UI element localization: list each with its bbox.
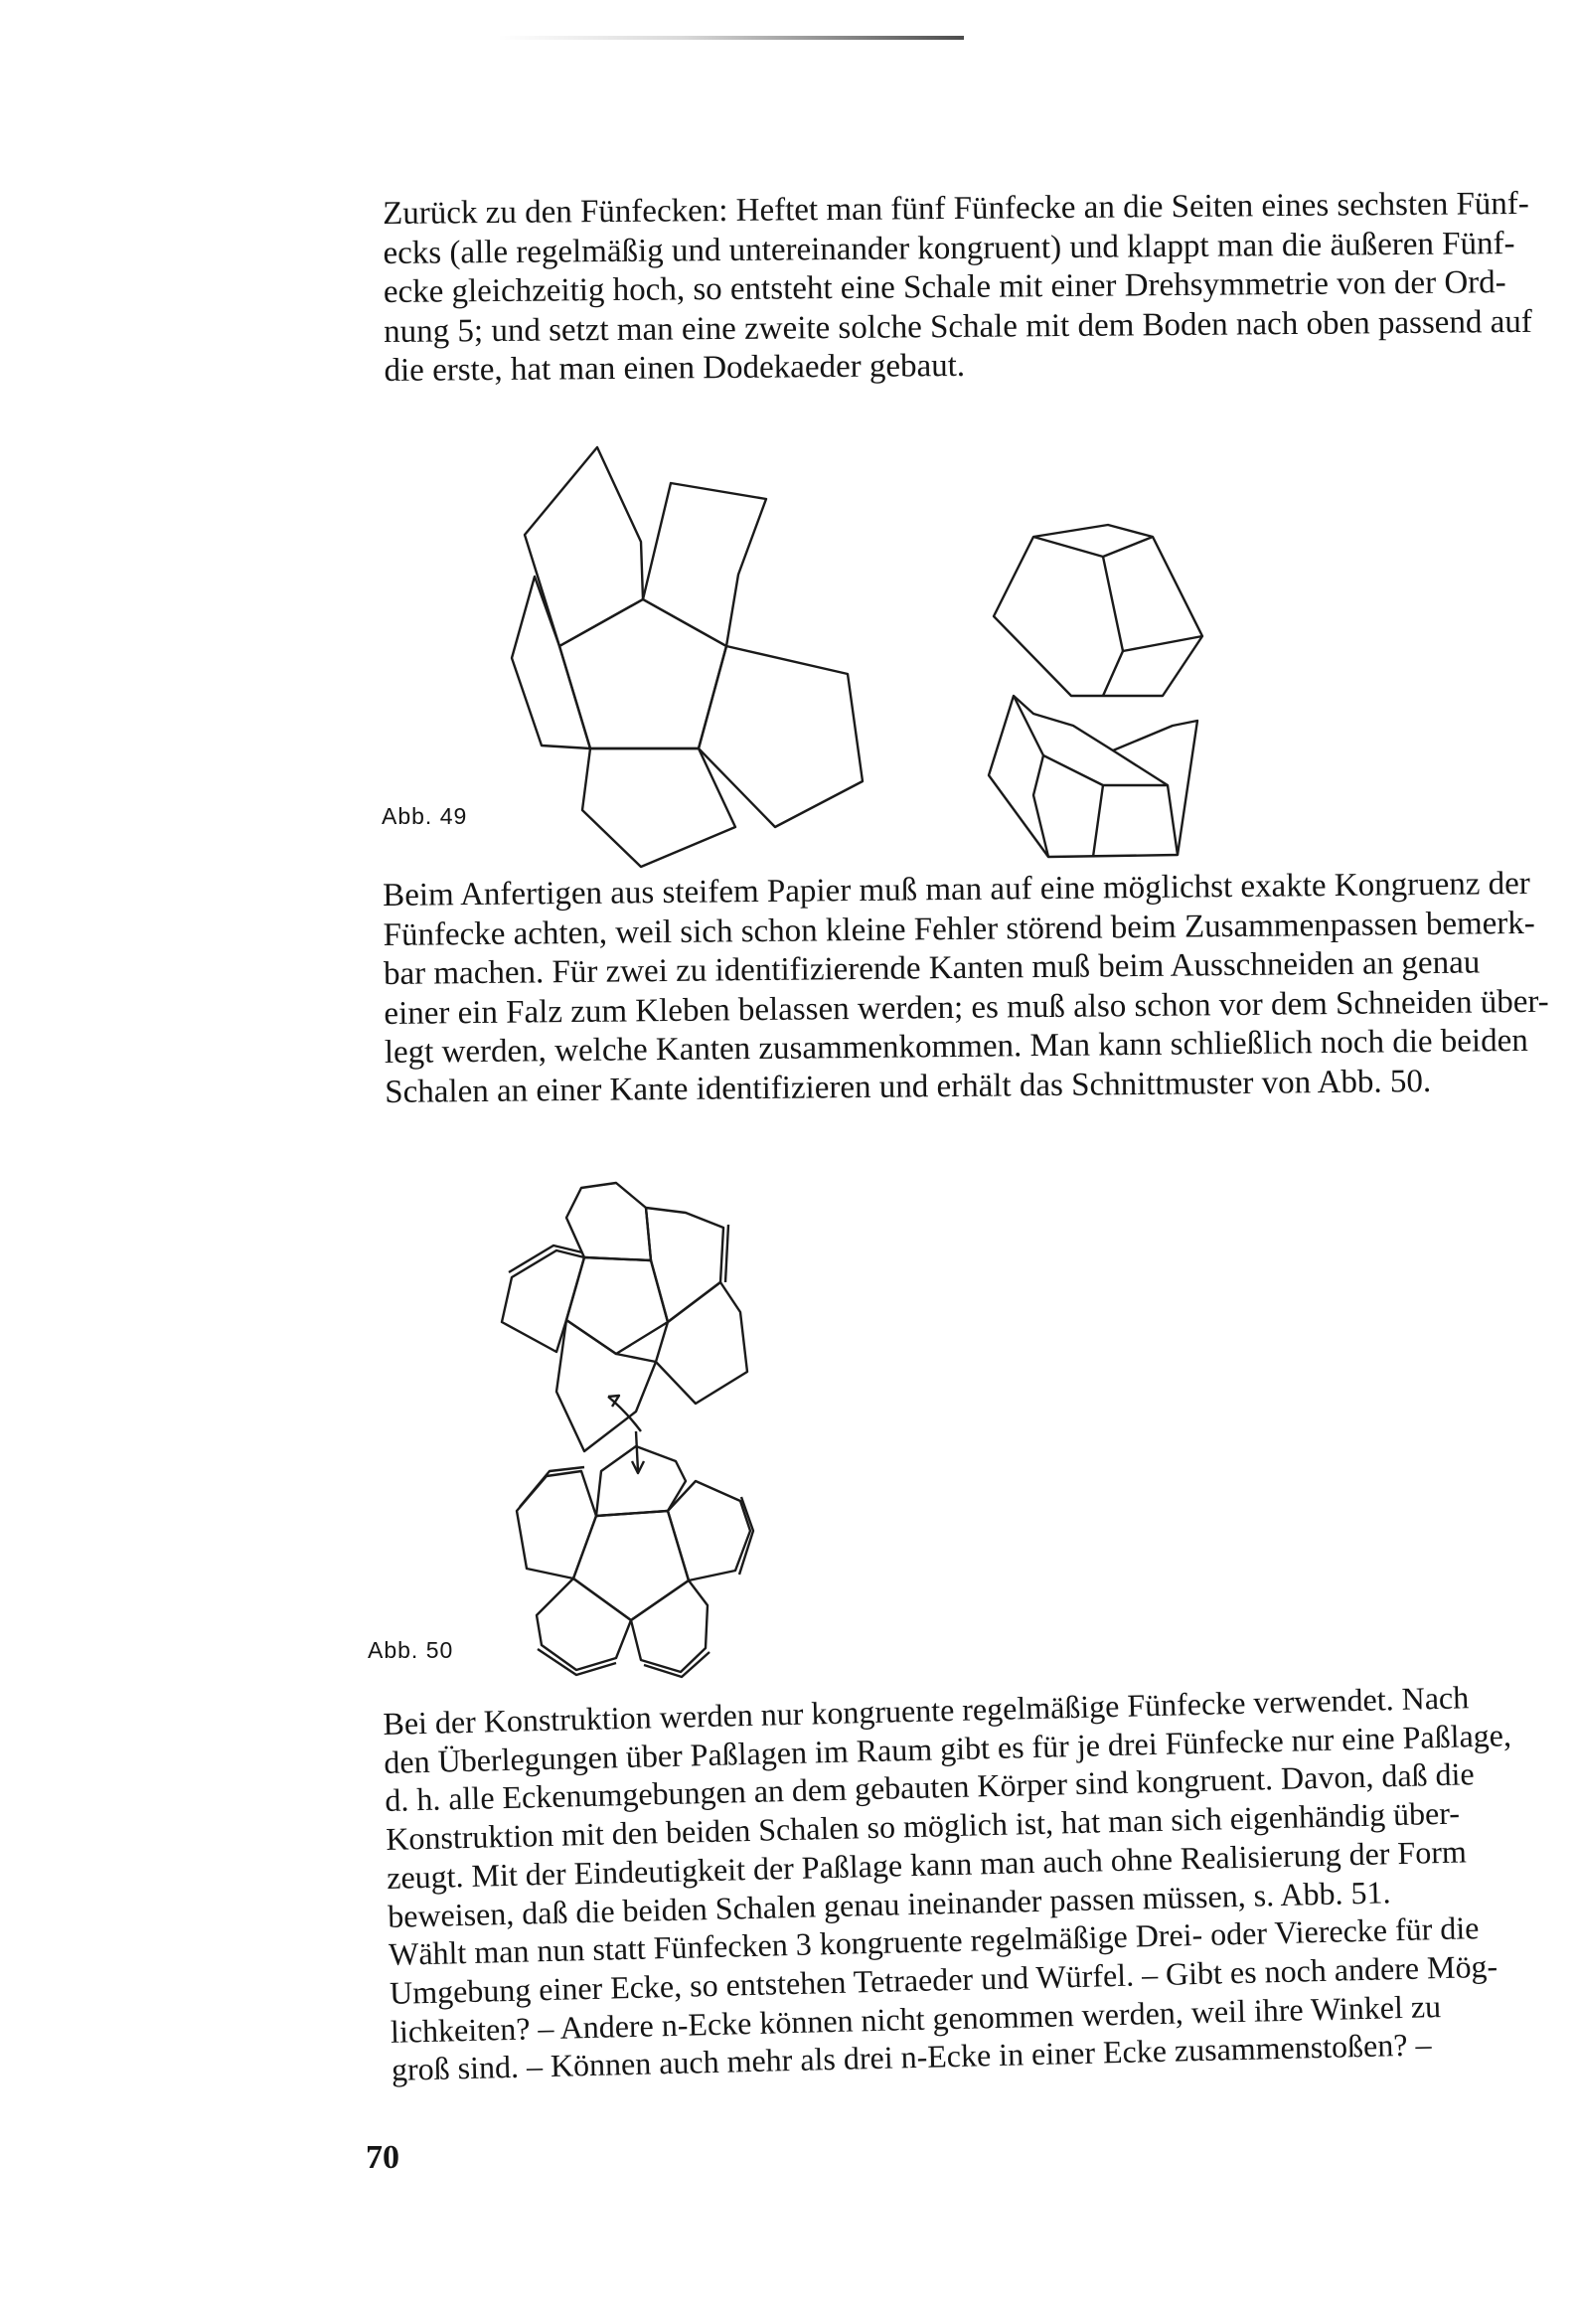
lower-bowl-edge-4 <box>1043 755 1168 785</box>
upper-top-left <box>566 1183 651 1260</box>
figure-50-net <box>487 1173 775 1690</box>
pentagon-top-right <box>643 483 766 646</box>
upper-left <box>502 1250 584 1352</box>
paragraph-congruence-discussion: Bei der Konstruktion werden nur kongruente regelmäßige Fünfecke verwendet. Nach den Überlegungen über Paßlagen im Raum gibt es für je drei Fünfecke nur eine Paßlage, d. h. alle Eckenumgebungen an dem gebauten Körper sind kongruent. Davon, daß die Konstruktion mit den beiden Schalen so möglich ist, hat man sich eigenhändig über- zeugt. Mit der Eindeutigkeit der Paßlage kann man auch ohne Realisierung der Form beweisen, daß die beiden Schalen genau ineinander passen müssen, s. Abb. 51. Wählt man nun statt Fünfecken 3 kongruente regelmäßige Drei- oder Vierecke für die Umgebung einer Ecke, so entstehen Tetraeder und Würfel. – Gibt es noch andere Mög- lichkeiten? – Andere n-Ecke können nicht genommen werden, weil ihre Winkel zu groß sind. – Können auch mehr als drei n-Ecke in einer Ecke zusammenstoßen? – <box>383 1679 1512 2088</box>
lower-bowl-edge-5 <box>1093 785 1103 857</box>
page-number: 70 <box>366 2139 399 2176</box>
figure-49-bowls <box>984 517 1222 865</box>
lower-right-top <box>668 1481 750 1580</box>
pentagon-left <box>512 577 590 748</box>
upper-bowl-outline <box>994 525 1202 696</box>
upper-right <box>656 1282 747 1404</box>
lower-bowl-edge-2 <box>1113 750 1178 855</box>
upper-center-pentagon <box>566 1257 668 1354</box>
tab-edge-6 <box>725 1225 728 1282</box>
tab-edge-2 <box>739 1497 753 1575</box>
lower-bowl-outline <box>989 696 1197 857</box>
lower-center-pentagon <box>573 1511 689 1620</box>
scan-artifact-line <box>497 36 964 40</box>
caption-abb-50: Abb. 50 <box>368 1637 454 1663</box>
paragraph-pentagons-intro: Zurück zu den Fünfecken: Heftet man fünf Fünfecke an die Seiten eines sechsten Fünf- ecks (alle regelmäßig und untereinander kongruent) und klappt man die äußeren Fünf- ecke gleichzeitig hoch, so entsteht eine Schale mit einer Drehsymmetrie von der Ord- nung 5; und setzt man eine zweite solche Schale mit dem Boden nach oben passend auf die erste, hat man einen Dodekaeder gebaut. <box>383 185 1532 390</box>
figure-49-net <box>497 437 894 855</box>
upper-top-right <box>646 1208 723 1322</box>
upper-bowl-edge-3 <box>1103 651 1123 696</box>
lower-left-bottom <box>537 1578 631 1670</box>
pentagon-bottom <box>582 748 735 867</box>
upper-bowl-edge-1 <box>1033 537 1153 557</box>
pentagon-top-left <box>525 447 643 646</box>
lower-bowl-edge-1 <box>1014 696 1043 755</box>
lower-left-top <box>517 1471 596 1578</box>
caption-abb-49: Abb. 49 <box>382 803 468 829</box>
tab-edge-5 <box>509 1245 582 1272</box>
paragraph-paper-construction: Beim Anfertigen aus steifem Papier muß man auf eine möglichst exakte Kongruenz der Fünfecke achten, weil sich schon kleine Fehler störend beim Zusammenpassen bemerk- bar machen. Für zwei zu identifizierende Kanten muß beim Ausschneiden an genau einer ein Falz zum Kleben belassen werden; es muß also schon vor dem Schneiden über- legt werden, welche Kanten zusammenkommen. Man kann schließlich noch die beiden Schalen an einer Kante identifizieren und erhält das Schnittmuster von Abb. 50. <box>383 865 1549 1110</box>
lower-right-bottom <box>631 1580 708 1672</box>
arrow-down-line <box>636 1431 638 1471</box>
lower-bowl-edge-3 <box>1033 755 1048 857</box>
arrow-curve-up <box>608 1397 641 1431</box>
